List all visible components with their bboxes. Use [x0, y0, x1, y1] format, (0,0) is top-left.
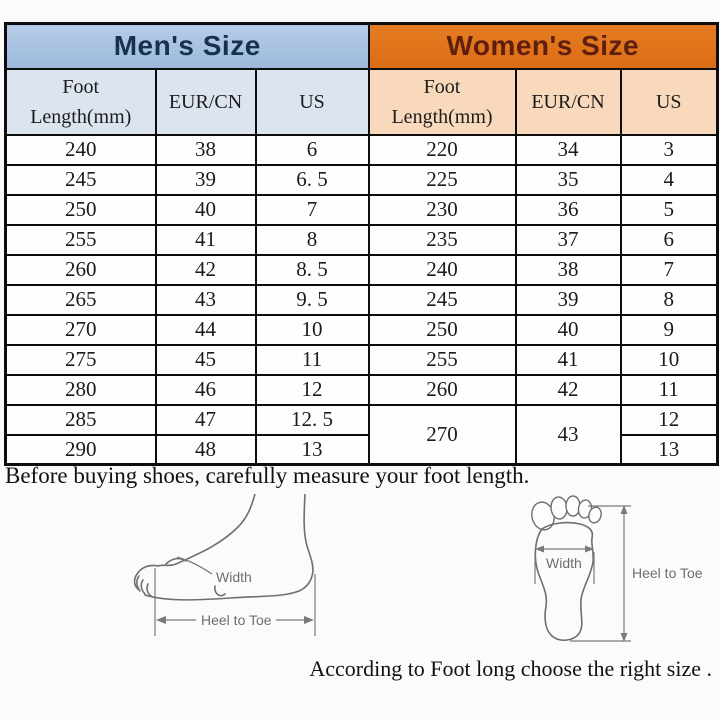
size-cell: 42: [516, 375, 621, 405]
size-cell: 235: [369, 225, 516, 255]
size-cell: 9: [621, 315, 718, 345]
size-cell: 245: [6, 165, 156, 195]
womens-size-header: Women's Size: [369, 24, 718, 69]
men-eur-cn-header: EUR/CN: [156, 69, 256, 135]
size-cell: 13: [621, 435, 718, 465]
choose-size-note: According to Foot long choose the right size .: [309, 656, 712, 681]
size-cell: 12. 5: [256, 405, 369, 435]
size-cell: 250: [6, 195, 156, 225]
size-cell: 36: [516, 195, 621, 225]
size-cell: 4: [621, 165, 718, 195]
women-us-header: US: [621, 69, 718, 135]
size-cell: 220: [369, 135, 516, 165]
foot-side-diagram: [98, 494, 338, 646]
size-cell: 245: [369, 285, 516, 315]
size-cell: 38: [156, 135, 256, 165]
shoe-size-table: [4, 22, 719, 466]
size-cell: 290: [6, 435, 156, 465]
size-cell: 40: [516, 315, 621, 345]
size-cell: 11: [256, 345, 369, 375]
size-cell: 8: [256, 225, 369, 255]
table-row: [6, 315, 718, 345]
men-foot-length-line2: Length(mm): [30, 105, 132, 128]
size-cell: 6: [256, 135, 369, 165]
size-cell: 35: [516, 165, 621, 195]
size-cell: 3: [621, 135, 718, 165]
table-row: [6, 345, 718, 375]
size-cell: 260: [6, 255, 156, 285]
size-cell: 45: [156, 345, 256, 375]
women-foot-length-line2: Length(mm): [391, 105, 493, 128]
table-subheader-row: [6, 69, 718, 135]
size-cell: 240: [6, 135, 156, 165]
table-row: [6, 165, 718, 195]
size-cell: 270: [6, 315, 156, 345]
size-cell: 41: [516, 345, 621, 375]
size-cell: 250: [369, 315, 516, 345]
size-cell: 270: [369, 405, 516, 465]
size-cell: 9. 5: [256, 285, 369, 315]
size-cell: 6. 5: [256, 165, 369, 195]
size-cell: 8. 5: [256, 255, 369, 285]
table-row: [6, 285, 718, 315]
size-cell: 12: [621, 405, 718, 435]
size-cell: 39: [156, 165, 256, 195]
size-cell: 43: [156, 285, 256, 315]
size-cell: 255: [369, 345, 516, 375]
size-cell: 260: [369, 375, 516, 405]
size-rows: [6, 135, 718, 465]
size-cell: 240: [369, 255, 516, 285]
foot-sole-diagram: [498, 488, 720, 660]
size-cell: 225: [369, 165, 516, 195]
size-cell: 48: [156, 435, 256, 465]
table-row: [6, 195, 718, 225]
sole-width-label: Width: [546, 555, 582, 571]
measure-note: Before buying shoes, carefully measure your foot length.: [5, 463, 530, 488]
men-foot-length-header: [6, 69, 156, 135]
size-cell: 10: [621, 345, 718, 375]
size-cell: 275: [6, 345, 156, 375]
men-foot-length-line1: Foot: [62, 75, 100, 98]
side-width-label: Width: [216, 569, 252, 585]
size-cell: 11: [621, 375, 718, 405]
size-cell: 7: [621, 255, 718, 285]
women-eur-cn-header: EUR/CN: [516, 69, 621, 135]
women-foot-length-line1: Foot: [423, 75, 461, 98]
size-cell: 5: [621, 195, 718, 225]
sole-heel-toe-label: Heel to Toe: [632, 565, 703, 581]
size-cell: 13: [256, 435, 369, 465]
size-cell: 8: [621, 285, 718, 315]
size-cell: 6: [621, 225, 718, 255]
women-foot-length-header: [369, 69, 516, 135]
size-cell: 38: [516, 255, 621, 285]
table-row: [6, 255, 718, 285]
mens-size-header: Men's Size: [6, 24, 369, 69]
table-title-row: [6, 24, 718, 69]
size-cell: 10: [256, 315, 369, 345]
table-row: [6, 135, 718, 165]
size-cell: 44: [156, 315, 256, 345]
table-row: [6, 405, 718, 435]
size-cell: 34: [516, 135, 621, 165]
size-cell: 40: [156, 195, 256, 225]
size-cell: 285: [6, 405, 156, 435]
size-cell: 265: [6, 285, 156, 315]
size-cell: 7: [256, 195, 369, 225]
size-cell: 43: [516, 405, 621, 465]
size-cell: 255: [6, 225, 156, 255]
size-cell: 280: [6, 375, 156, 405]
table-row: [6, 225, 718, 255]
size-cell: 41: [156, 225, 256, 255]
size-cell: 46: [156, 375, 256, 405]
size-cell: 39: [516, 285, 621, 315]
men-us-header: US: [256, 69, 369, 135]
side-heel-toe-label: Heel to Toe: [201, 612, 272, 628]
size-cell: 37: [516, 225, 621, 255]
size-cell: 12: [256, 375, 369, 405]
size-cell: 230: [369, 195, 516, 225]
table-row: [6, 375, 718, 405]
size-cell: 42: [156, 255, 256, 285]
size-cell: 47: [156, 405, 256, 435]
